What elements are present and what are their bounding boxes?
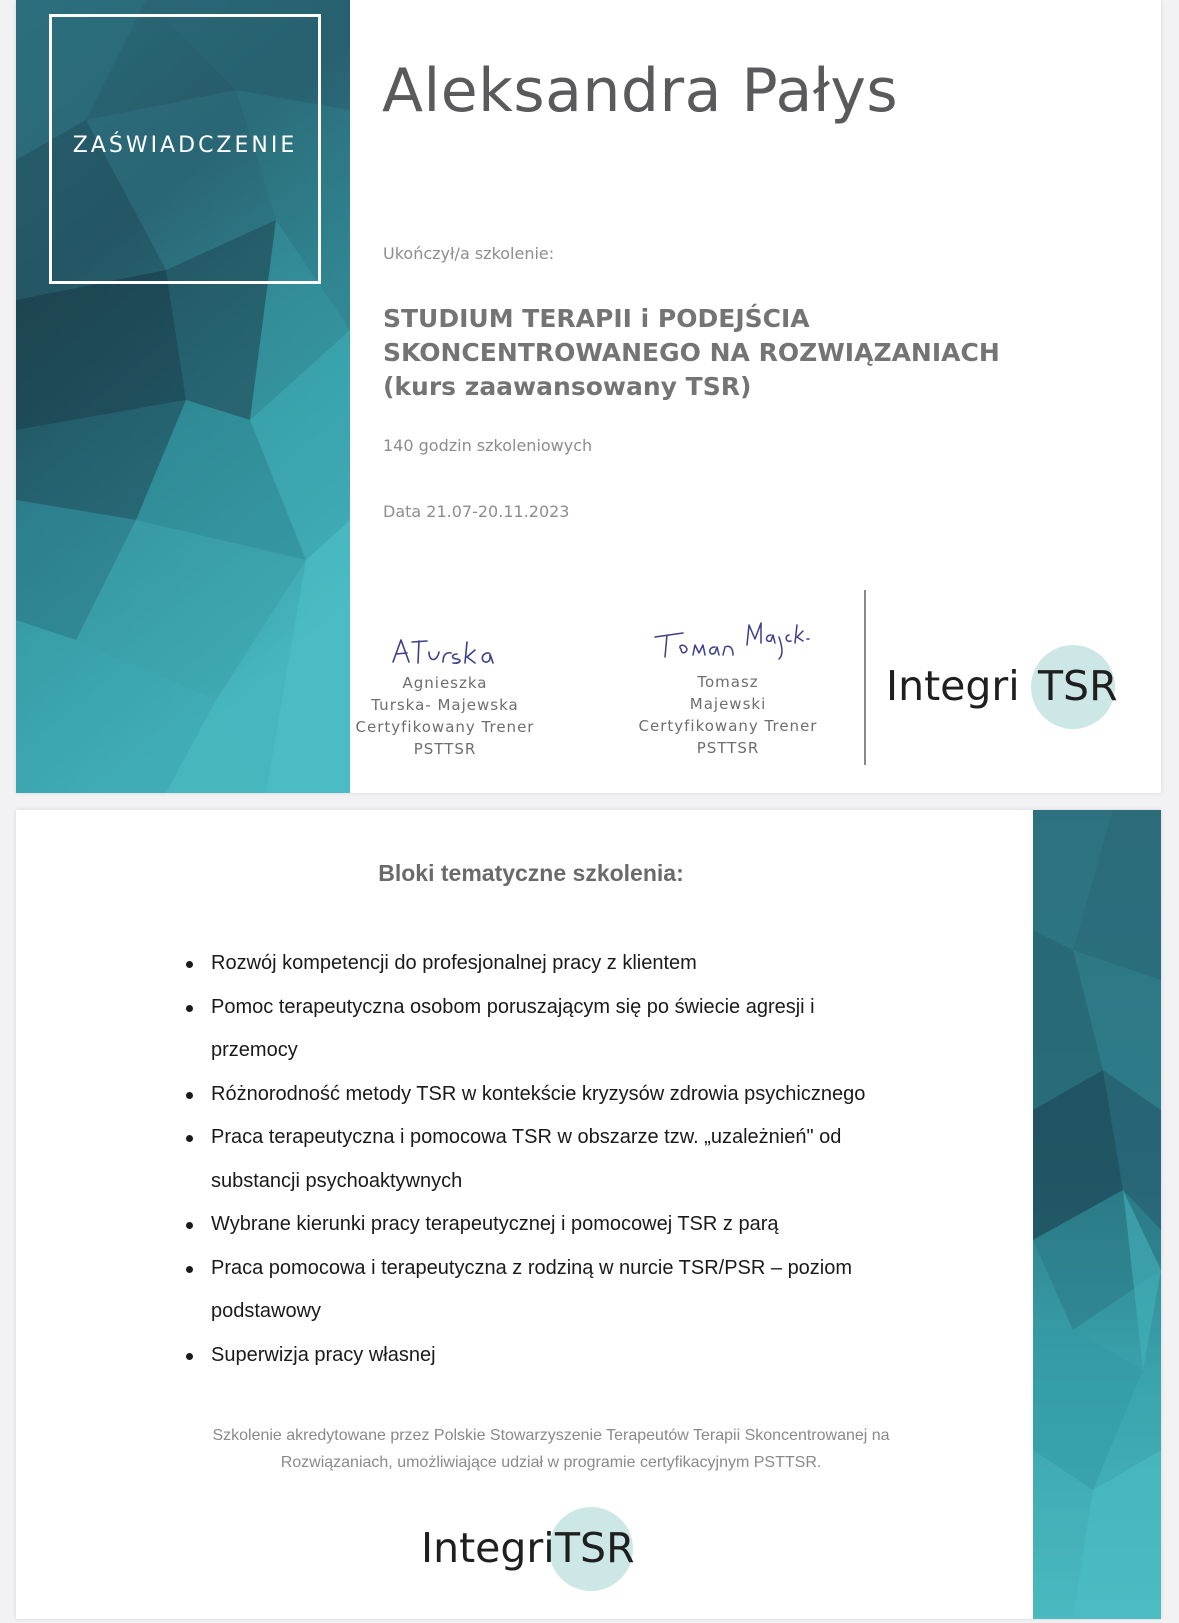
topic-text: Rozwój kompetencji do profesjonalnej pracy z klientem [211, 952, 697, 974]
topic-text: przemocy [211, 1039, 298, 1061]
list-item [184, 942, 944, 986]
logo-text-integri: Integri [421, 1524, 555, 1572]
integritsr-logo [421, 1507, 656, 1591]
accreditation-line: Rozwiązaniach, umożliwiające udział w programie certyfikacyjnym PSTTSR. [280, 1454, 822, 1471]
certificate-header: ZAŚWIADCZENIE [72, 132, 298, 158]
accreditation-line: Szkolenie akredytowane przez Polskie Stowarzyszenie Terapeutów Terapii Skoncentrowanej na [212, 1427, 890, 1444]
course-title-line: SKONCENTROWANEGO NA ROZWIĄZANIACH [383, 338, 1000, 367]
decorative-polygon-strip [1033, 810, 1161, 1619]
topic-text: Różnorodność metody TSR w kontekście kryzysów zdrowia psychicznego [211, 1082, 866, 1105]
certificate-page [16, 0, 1161, 793]
program-page [16, 810, 1161, 1619]
list-item [184, 1203, 944, 1247]
list-item [184, 1116, 944, 1203]
signatory-line: Certyfikowany Trener [355, 718, 535, 736]
certificate-frame [49, 14, 321, 284]
signatory-line: Agnieszka [402, 674, 488, 692]
topic-text: Wybrane kierunki pracy terapeutycznej i pomocowej TSR z parą [211, 1213, 779, 1235]
logo-text-tsr: TSR [555, 1524, 635, 1572]
training-date: Data 21.07-20.11.2023 [383, 502, 570, 521]
topic-text: Praca pomocowa i terapeutyczna z rodziną w nurcie TSR/PSR – poziom [211, 1256, 853, 1279]
topic-text: Superwizja pracy własnej [211, 1343, 436, 1366]
signatory-line: Tomasz [697, 673, 759, 691]
course-title-line: STUDIUM TERAPII i PODEJŚCIA [383, 304, 810, 333]
signatory-line: Turska- Majewska [371, 696, 519, 714]
signatory-line: Certyfikowany Trener [638, 717, 818, 735]
course-title [383, 302, 1000, 404]
bullet-icon [186, 961, 193, 968]
list-item [184, 1334, 944, 1378]
list-item [184, 986, 944, 1073]
completed-label: Ukończył/a szkolenie: [383, 244, 555, 263]
list-item [184, 1247, 944, 1334]
program-title: Bloki tematyczne szkolenia: [378, 860, 684, 886]
accreditation-note [176, 1422, 926, 1476]
logo-text-tsr: TSR [1038, 662, 1118, 710]
recipient-name: Aleksandra Pałys [382, 56, 899, 126]
training-hours: 140 godzin szkoleniowych [383, 436, 593, 455]
bullet-icon [186, 1222, 193, 1229]
signatory-block-majewski [628, 615, 828, 759]
topic-text: podstawowy [211, 1300, 322, 1322]
bullet-icon [186, 1135, 193, 1142]
bullet-icon [186, 1266, 193, 1273]
topic-list [184, 942, 944, 1377]
bullet-icon [186, 1353, 193, 1360]
list-item [184, 1073, 944, 1117]
handwritten-signature-majewski [643, 615, 813, 671]
bullet-icon [186, 1005, 193, 1012]
topic-text: Praca terapeutyczna i pomocowa TSR w obszarze tzw. „uzależnień" od [211, 1126, 842, 1148]
course-title-line: (kurs zaawansowany TSR) [383, 372, 752, 401]
integritsr-logo [886, 645, 1121, 729]
handwritten-signature-turska [385, 632, 505, 672]
signatory-line: PSTTSR [696, 739, 760, 757]
vertical-divider [864, 590, 866, 765]
signatory-line: Majewski [689, 695, 767, 713]
topic-text: substancji psychoaktywnych [211, 1169, 463, 1192]
signatory-block-turska [350, 632, 540, 760]
signatory-line: PSTTSR [413, 740, 477, 758]
logo-text-integri: Integri [886, 662, 1020, 710]
bullet-icon [186, 1092, 193, 1099]
topic-text: Pomoc terapeutyczna osobom poruszającym się po świecie agresji i [211, 995, 815, 1018]
